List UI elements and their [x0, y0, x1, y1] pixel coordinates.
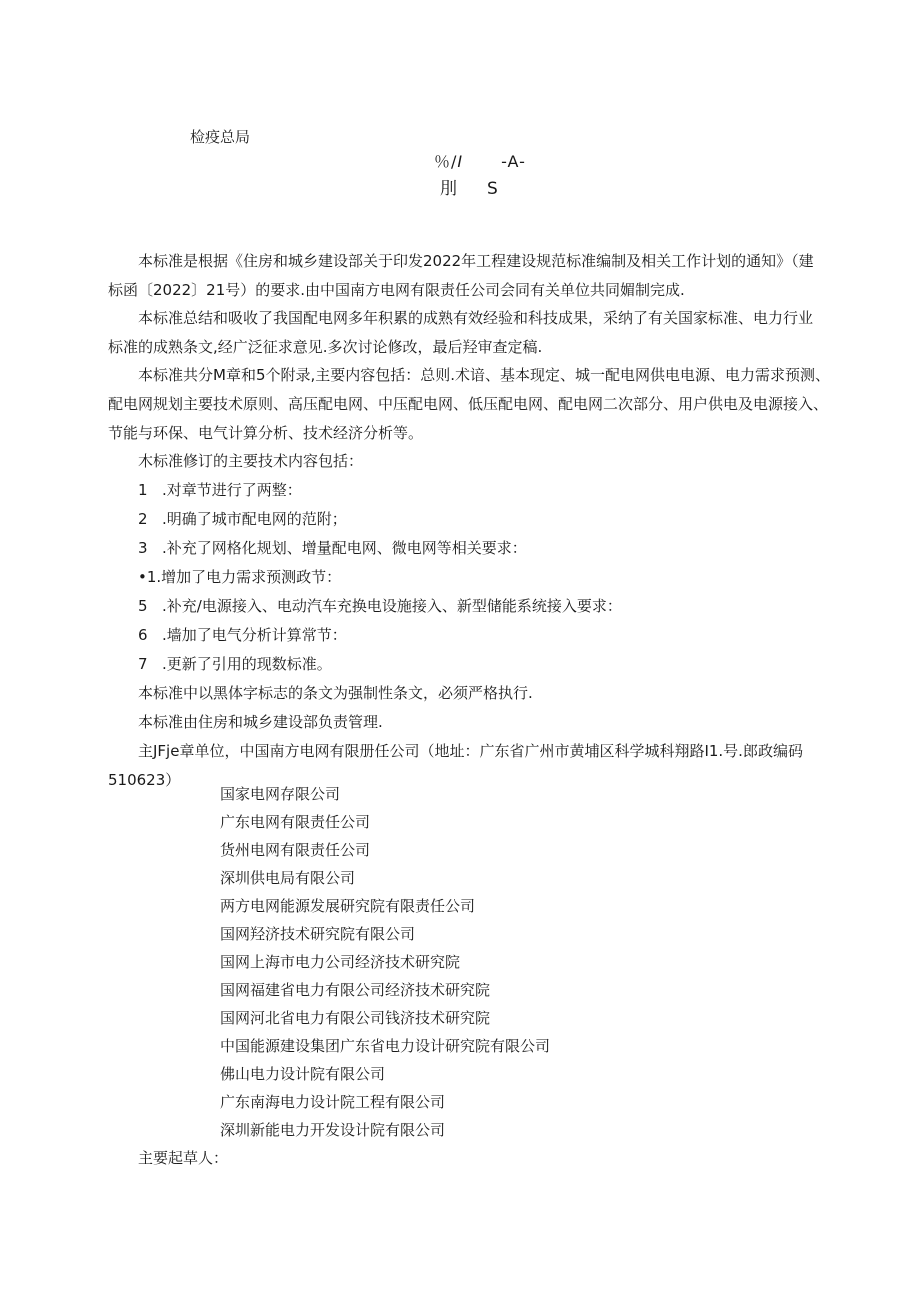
org-item: 中国能源建设集团广东省电力设计研究院有限公司 — [220, 1037, 551, 1055]
heading-mark-row1: ％/I -A- — [434, 152, 526, 171]
revision-intro: 木标准修订的主要技术内容包括： — [138, 452, 364, 470]
paragraph-line: 本标准是根据《住房和城乡建设部关于印发2022年工程建设规范标准编制及相关工作计划的通知》（建 — [138, 252, 814, 270]
org-item: 佛山电力设计院有限公司 — [220, 1065, 386, 1083]
paragraph-line: 本标准共分M章和5个附录,主要内容包括：总则.术谙、基本现定、城一配电网供电电源、电力需求预测、 — [138, 366, 831, 384]
list-item: •1.增加了电力需求预测政节： — [138, 568, 342, 586]
participating-units — [220, 780, 550, 1144]
paragraph-line: 配电网规划主要技术原则、高压配电网、中压配电网、低压配电网、配电网二次部分、用户供电及电源接入、 — [108, 395, 829, 413]
paragraph-basis — [108, 247, 838, 305]
paragraph-line: 节能与环保、电气计算分析、技术经济分析等。 — [108, 424, 424, 442]
paragraph-line: 标准的成熟条文,经广泛征求意见.多次讨论修改，最后羟审查定稿. — [108, 338, 543, 356]
list-item: 2 .明确了城市配电网的范附； — [138, 510, 347, 528]
org-item: 国网上海市电力公司经济技术研究院 — [220, 953, 461, 971]
chief-unit-line1: 主JFje章单位，中国南方电网有限册任公司（地址：广东省广州市黄埔区科学城科翔路I1.号.郎政编码 — [138, 742, 803, 760]
mark-d: S — [487, 179, 498, 199]
org-item: 两方电网能源发展研究院有限责任公司 — [220, 897, 476, 915]
chief-unit-line2: 510623） — [108, 771, 181, 789]
management-note: 本标准由住房和城乡建设部负责管理. — [138, 713, 383, 731]
list-item: 6 .墙加了电气分析计算常节： — [138, 626, 347, 644]
org-item: 深圳新能电力开发设计院有限公司 — [220, 1121, 446, 1139]
org-item: 国家电网存限公司 — [220, 785, 341, 803]
list-item: 5 .补充/电源接入、电动汽车充换电设施接入、新型储能系统接入要求： — [138, 597, 622, 615]
org-item: 国网羟济技术研究院有限公司 — [220, 925, 416, 943]
org-item: 国网福建省电力有限公司经济技术研究院 — [220, 981, 491, 999]
org-item: 国网河北省电力有限公司钱济技术研究院 — [220, 1009, 491, 1027]
foreword-title: 刖 — [440, 179, 457, 199]
paragraph-line: 本标准总结和吸收了我国配电网多年积累的成熟有效经验和科技成果，采纳了有关国家标准、电力行业 — [138, 309, 814, 327]
list-item: 7 .更新了引用的现数标准。 — [138, 655, 332, 673]
drafters-label: 主要起草人： — [138, 1149, 229, 1167]
paragraph-line: 标函〔2022〕21号）的要求.由中国南方电网有限责任公司会同有关单位共同媚制完成. — [108, 281, 685, 299]
revision-list — [108, 447, 803, 795]
org-item: 广东南海电力设计院工程有限公司 — [220, 1093, 446, 1111]
heading-mark-row2 — [440, 174, 498, 199]
agency-heading: 检疫总局 — [190, 128, 251, 146]
org-item: 广东电网有限责任公司 — [220, 813, 371, 831]
mandatory-note: 本标准中以黑体字标志的条文为强制性条文，必须严格执行. — [138, 684, 533, 702]
mark-a: ％/ — [434, 152, 458, 171]
paragraph-contents — [108, 361, 838, 448]
org-item: 深圳供电局有限公司 — [220, 869, 356, 887]
mark-b: -A- — [501, 152, 526, 171]
paragraph-summary — [108, 304, 838, 362]
list-item: 3 .补充了网格化规划、增量配电网、微电网等相关要求： — [138, 539, 527, 557]
org-item: 货州电网有限责任公司 — [220, 841, 371, 859]
list-item: 1 .对章节进行了两整： — [138, 481, 302, 499]
